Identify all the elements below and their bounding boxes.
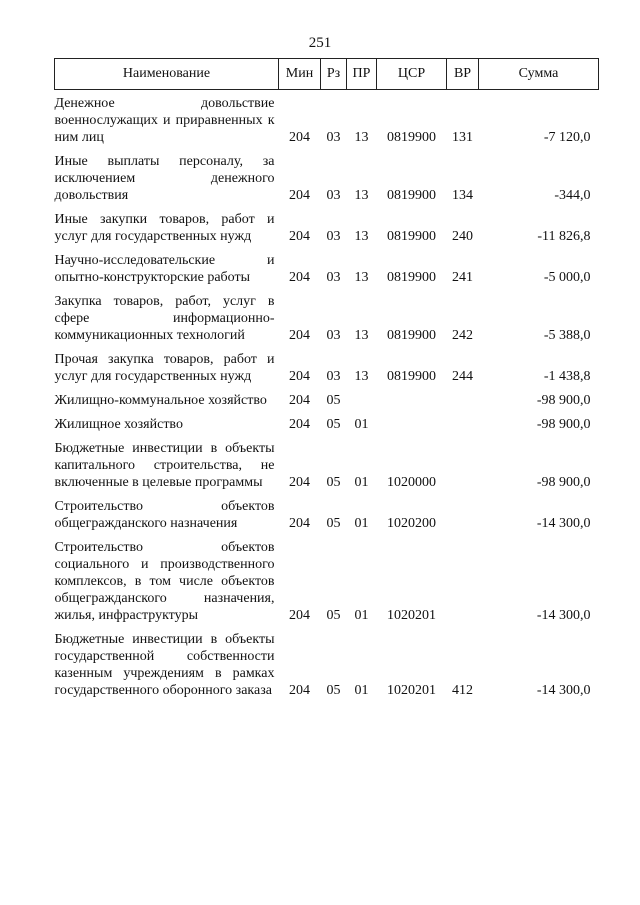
- cell-sum: -14 300,0: [536, 608, 591, 623]
- cell-pr: 01: [354, 475, 369, 490]
- cell-name: Бюджетные инвестиции в объекты капитального строительства, не включенные в целевые программы: [54, 441, 275, 490]
- cell-sum: -98 900,0: [536, 475, 591, 490]
- cell-min: 204: [289, 393, 310, 408]
- cell-pr: 13: [354, 188, 369, 203]
- cell-min: 204: [289, 417, 310, 432]
- cell-min: 204: [289, 328, 310, 343]
- cell-rz: 03: [326, 270, 341, 285]
- table-row: [55, 247, 599, 288]
- cell-sum: -5 000,0: [543, 270, 591, 285]
- cell-sum: -1 438,8: [543, 369, 591, 384]
- cell-csr: 1020201: [387, 608, 436, 623]
- cell-vr: [447, 435, 479, 493]
- cell-min: 204: [289, 369, 310, 384]
- cell-vr: 412: [452, 683, 473, 698]
- cell-name: Строительство объектов социального и производственного комплексов, в том числе объектов общегражданского назначения, жилья, инфраструктуры: [54, 540, 275, 623]
- table-row: [55, 387, 599, 411]
- cell-pr: 01: [354, 417, 369, 432]
- cell-vr: [447, 493, 479, 534]
- cell-pr: 01: [354, 683, 369, 698]
- cell-name: Иные выплаты персоналу, за исключением денежного довольствия: [54, 154, 275, 203]
- cell-rz: 03: [326, 328, 341, 343]
- budget-table: [54, 58, 599, 701]
- cell-min: 204: [289, 188, 310, 203]
- cell-name: Денежное довольствие военнослужащих и приравненных к ним лиц: [54, 96, 275, 145]
- header-vr: ВР: [447, 59, 479, 90]
- cell-name: Закупка товаров, работ, услуг в сфере информационно-коммуникационных технологий: [54, 294, 275, 343]
- cell-name: Жилищное хозяйство: [54, 417, 183, 432]
- cell-csr: 0819900: [387, 328, 436, 343]
- cell-name: Научно-исследовательские и опытно-конструкторские работы: [54, 253, 275, 285]
- cell-sum: -14 300,0: [536, 516, 591, 531]
- cell-vr: [447, 534, 479, 626]
- header-rz: Рз: [321, 59, 347, 90]
- cell-csr: 1020201: [387, 683, 436, 698]
- header-pr: ПР: [347, 59, 377, 90]
- cell-vr: 134: [452, 188, 473, 203]
- cell-vr: [447, 387, 479, 411]
- cell-pr: 13: [354, 328, 369, 343]
- page-number: 251: [308, 35, 332, 51]
- cell-csr: 0819900: [387, 188, 436, 203]
- cell-csr: 1020200: [387, 516, 436, 531]
- cell-rz: 05: [326, 393, 341, 408]
- cell-rz: 03: [326, 369, 341, 384]
- table-row: [55, 435, 599, 493]
- table-row: [55, 346, 599, 387]
- cell-sum: -98 900,0: [536, 393, 591, 408]
- cell-min: 204: [289, 270, 310, 285]
- cell-vr: 240: [452, 229, 473, 244]
- cell-rz: 05: [326, 683, 341, 698]
- cell-pr: 13: [354, 130, 369, 145]
- cell-name: Строительство объектов общегражданского назначения: [54, 499, 275, 531]
- cell-min: 204: [289, 608, 310, 623]
- table-row: [55, 534, 599, 626]
- table-header-row: [55, 59, 599, 90]
- table-row: [55, 90, 599, 149]
- cell-csr: 0819900: [387, 369, 436, 384]
- cell-rz: 03: [326, 229, 341, 244]
- cell-min: 204: [289, 229, 310, 244]
- table-row: [55, 148, 599, 206]
- header-name: Наименование: [55, 59, 279, 90]
- cell-sum: -11 826,8: [537, 229, 591, 244]
- cell-rz: 05: [326, 475, 341, 490]
- header-sum: Сумма: [479, 59, 599, 90]
- cell-rz: 05: [326, 516, 341, 531]
- table-row: [55, 288, 599, 346]
- table-row: [55, 411, 599, 435]
- cell-csr: 1020000: [387, 475, 436, 490]
- cell-vr: [447, 411, 479, 435]
- table-row: [55, 493, 599, 534]
- cell-pr: 01: [354, 608, 369, 623]
- cell-vr: 242: [452, 328, 473, 343]
- cell-vr: 131: [452, 130, 473, 145]
- cell-rz: 03: [326, 130, 341, 145]
- cell-vr: 244: [452, 369, 473, 384]
- cell-rz: 05: [326, 608, 341, 623]
- table-row: [55, 206, 599, 247]
- header-min: Мин: [279, 59, 321, 90]
- cell-name: Бюджетные инвестиции в объекты государственной собственности казенным учреждениям в рамках государственного оборонного заказа: [54, 632, 275, 698]
- cell-pr: 13: [354, 369, 369, 384]
- cell-min: 204: [289, 683, 310, 698]
- cell-min: 204: [289, 130, 310, 145]
- cell-sum: -344,0: [554, 188, 591, 203]
- cell-rz: 03: [326, 188, 341, 203]
- cell-sum: -98 900,0: [536, 417, 591, 432]
- cell-sum: -7 120,0: [543, 130, 591, 145]
- cell-name: Жилищно-коммунальное хозяйство: [54, 393, 267, 408]
- cell-name: Иные закупки товаров, работ и услуг для государственных нужд: [54, 212, 275, 244]
- cell-csr: 0819900: [387, 130, 436, 145]
- cell-pr: 13: [354, 270, 369, 285]
- cell-min: 204: [289, 475, 310, 490]
- cell-name: Прочая закупка товаров, работ и услуг для государственных нужд: [54, 352, 275, 384]
- cell-rz: 05: [326, 417, 341, 432]
- header-csr: ЦСР: [377, 59, 447, 90]
- cell-min: 204: [289, 516, 310, 531]
- table-row: [55, 626, 599, 701]
- cell-pr: 01: [354, 516, 369, 531]
- cell-vr: 241: [452, 270, 473, 285]
- cell-sum: -5 388,0: [543, 328, 591, 343]
- cell-pr: [347, 387, 377, 411]
- cell-csr: [377, 387, 447, 411]
- cell-csr: 0819900: [387, 270, 436, 285]
- cell-csr: 0819900: [387, 229, 436, 244]
- cell-csr: [377, 411, 447, 435]
- cell-sum: -14 300,0: [536, 683, 591, 698]
- cell-pr: 13: [354, 229, 369, 244]
